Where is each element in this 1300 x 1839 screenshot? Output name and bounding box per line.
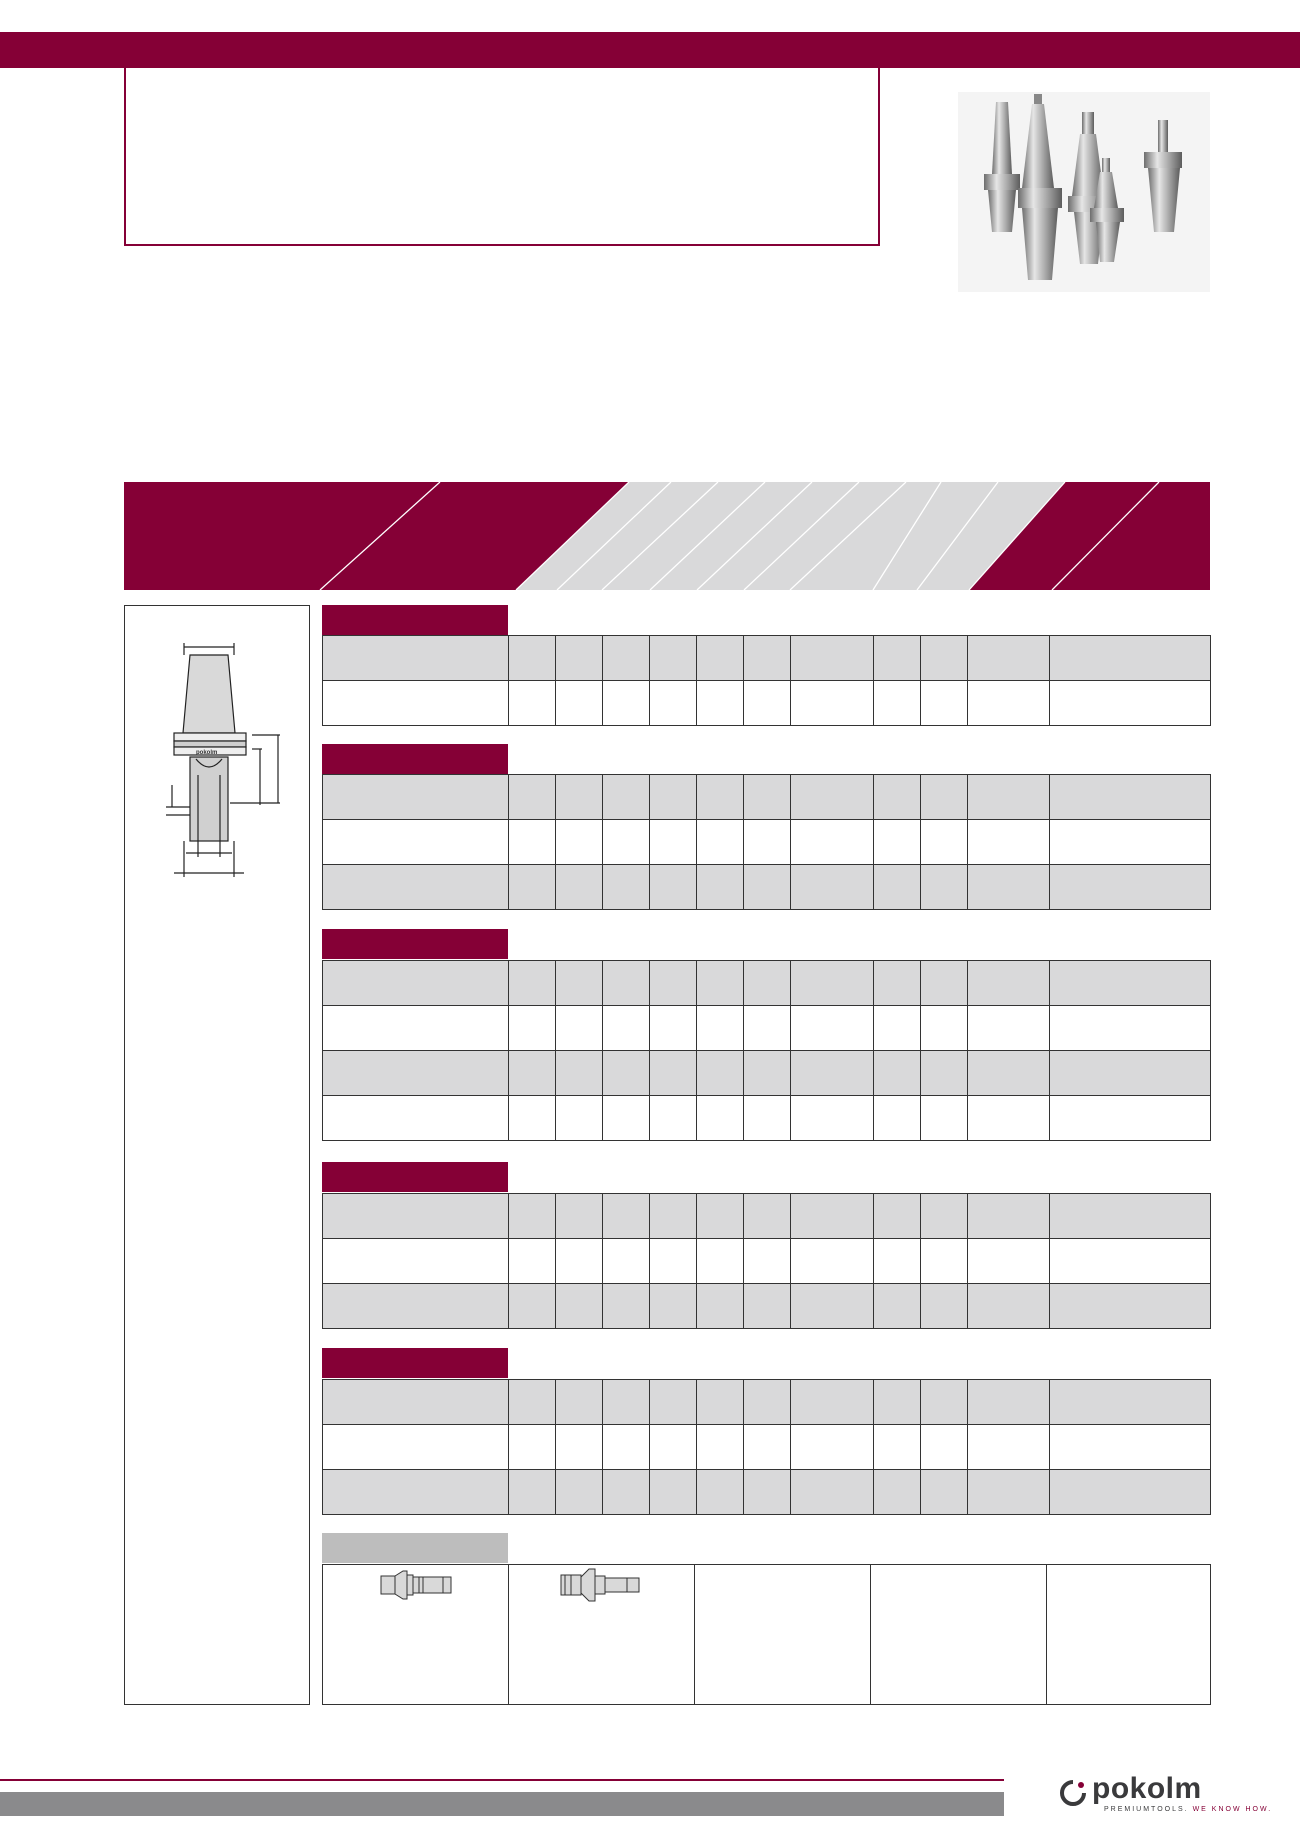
pull-stud-icon <box>509 1565 695 1605</box>
table-row <box>323 865 1211 910</box>
size-tab <box>322 1162 508 1192</box>
accessory-cell <box>1047 1565 1211 1705</box>
accessory-cell <box>871 1565 1047 1705</box>
table-row <box>323 1284 1211 1329</box>
accessories-table <box>322 1564 1211 1705</box>
table-row <box>323 775 1211 820</box>
table-row <box>323 1380 1211 1425</box>
spec-table <box>322 1379 1211 1515</box>
table-row <box>323 1096 1211 1141</box>
accessory-cell <box>323 1565 509 1705</box>
spec-table <box>322 774 1211 910</box>
pokolm-logo <box>1058 1772 1273 1820</box>
drawing-marking: pokolm <box>196 750 218 756</box>
table-row <box>323 1425 1211 1470</box>
spec-table <box>322 635 1211 726</box>
table-row <box>323 636 1211 681</box>
table-row <box>323 1470 1211 1515</box>
table-row <box>323 681 1211 726</box>
size-tab <box>322 1348 508 1378</box>
table-row <box>323 1239 1211 1284</box>
footer-rule <box>0 1779 1004 1781</box>
tagline-prefix: PREMIUMTOOLS. <box>1104 1806 1189 1813</box>
size-tab <box>322 929 508 959</box>
accessory-cell <box>695 1565 871 1705</box>
size-tab <box>322 744 508 774</box>
table-row <box>323 820 1211 865</box>
table-row <box>323 1051 1211 1096</box>
spec-table <box>322 1193 1211 1329</box>
footer-band <box>0 1792 1004 1816</box>
logo-tagline <box>1104 1806 1272 1813</box>
tagline-accent: WE KNOW HOW. <box>1192 1806 1273 1813</box>
accessories-tab <box>322 1533 508 1563</box>
accessory-cell <box>509 1565 695 1705</box>
table-row <box>323 961 1211 1006</box>
taper-tool-holder-drawing <box>160 635 280 885</box>
logo-mark-icon <box>1058 1778 1088 1808</box>
spec-table <box>322 960 1211 1141</box>
table-row <box>323 1194 1211 1239</box>
table-row <box>323 1006 1211 1051</box>
pull-stud-icon <box>323 1565 509 1605</box>
size-tab <box>322 605 508 635</box>
spec-tables <box>322 0 1210 1839</box>
logo-wordmark: pokolm <box>1092 1772 1202 1805</box>
